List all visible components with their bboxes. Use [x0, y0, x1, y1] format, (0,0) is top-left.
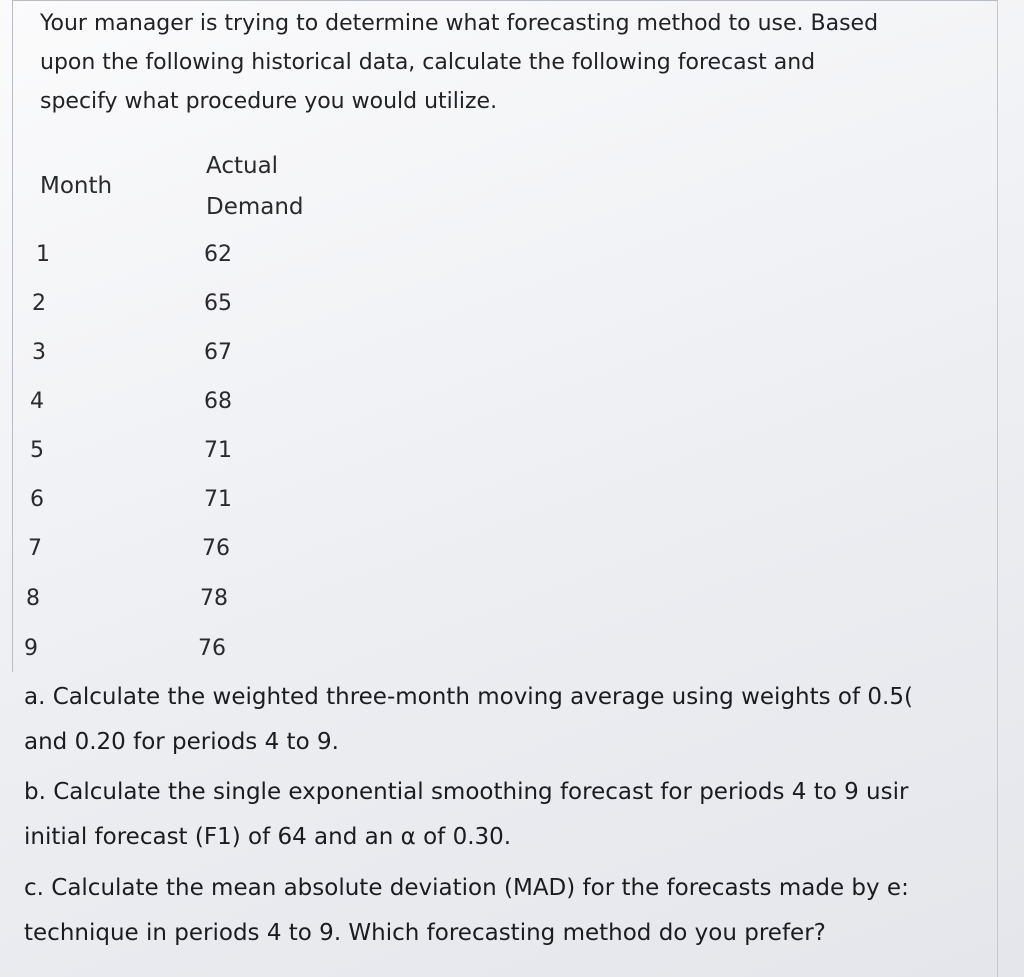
frame-left-border	[12, 0, 13, 672]
demand-cell: 62	[204, 242, 232, 267]
month-column-header: Month	[40, 173, 113, 199]
month-cell: 7	[28, 536, 42, 561]
frame-top-border	[12, 0, 998, 1]
demand-header-line-1: Actual	[206, 153, 279, 179]
question-b-line-1: b. Calculate the single exponential smoothing forecast for periods 4 to 9 usir	[24, 779, 909, 805]
demand-cell: 65	[204, 291, 232, 316]
problem-statement	[40, 4, 980, 121]
demand-cell: 67	[204, 340, 232, 365]
month-cell: 1	[36, 242, 50, 267]
question-c-line-1: c. Calculate the mean absolute deviation (MAD) for the forecasts made by e:	[24, 875, 909, 901]
demand-header-line-2: Demand	[206, 194, 304, 220]
demand-cell: 71	[204, 487, 232, 512]
demand-cell: 78	[200, 586, 228, 611]
month-cell: 5	[30, 438, 44, 463]
question-a	[24, 675, 1014, 765]
demand-cell: 76	[198, 636, 226, 661]
month-cell: 8	[26, 586, 40, 611]
month-cell: 2	[32, 291, 46, 316]
month-cell: 3	[32, 340, 46, 365]
intro-line-3: specify what procedure you would utilize.	[40, 89, 498, 114]
month-cell: 9	[24, 636, 38, 661]
question-c	[24, 866, 1014, 956]
demand-cell: 68	[204, 389, 232, 414]
question-b	[24, 770, 1014, 860]
question-a-line-1: a. Calculate the weighted three-month moving average using weights of 0.5(	[24, 684, 913, 710]
demand-cell: 71	[204, 438, 232, 463]
question-b-line-2: initial forecast (F1) of 64 and an α of 0.30.	[24, 824, 512, 850]
question-c-line-2: technique in periods 4 to 9. Which forecasting method do you prefer?	[24, 920, 826, 946]
demand-column-header	[206, 146, 304, 228]
month-cell: 6	[30, 487, 44, 512]
demand-cell: 76	[202, 536, 230, 561]
intro-line-2: upon the following historical data, calculate the following forecast and	[40, 50, 816, 75]
month-cell: 4	[30, 389, 44, 414]
question-a-line-2: and 0.20 for periods 4 to 9.	[24, 729, 339, 755]
intro-line-1: Your manager is trying to determine what forecasting method to use. Based	[40, 11, 879, 36]
